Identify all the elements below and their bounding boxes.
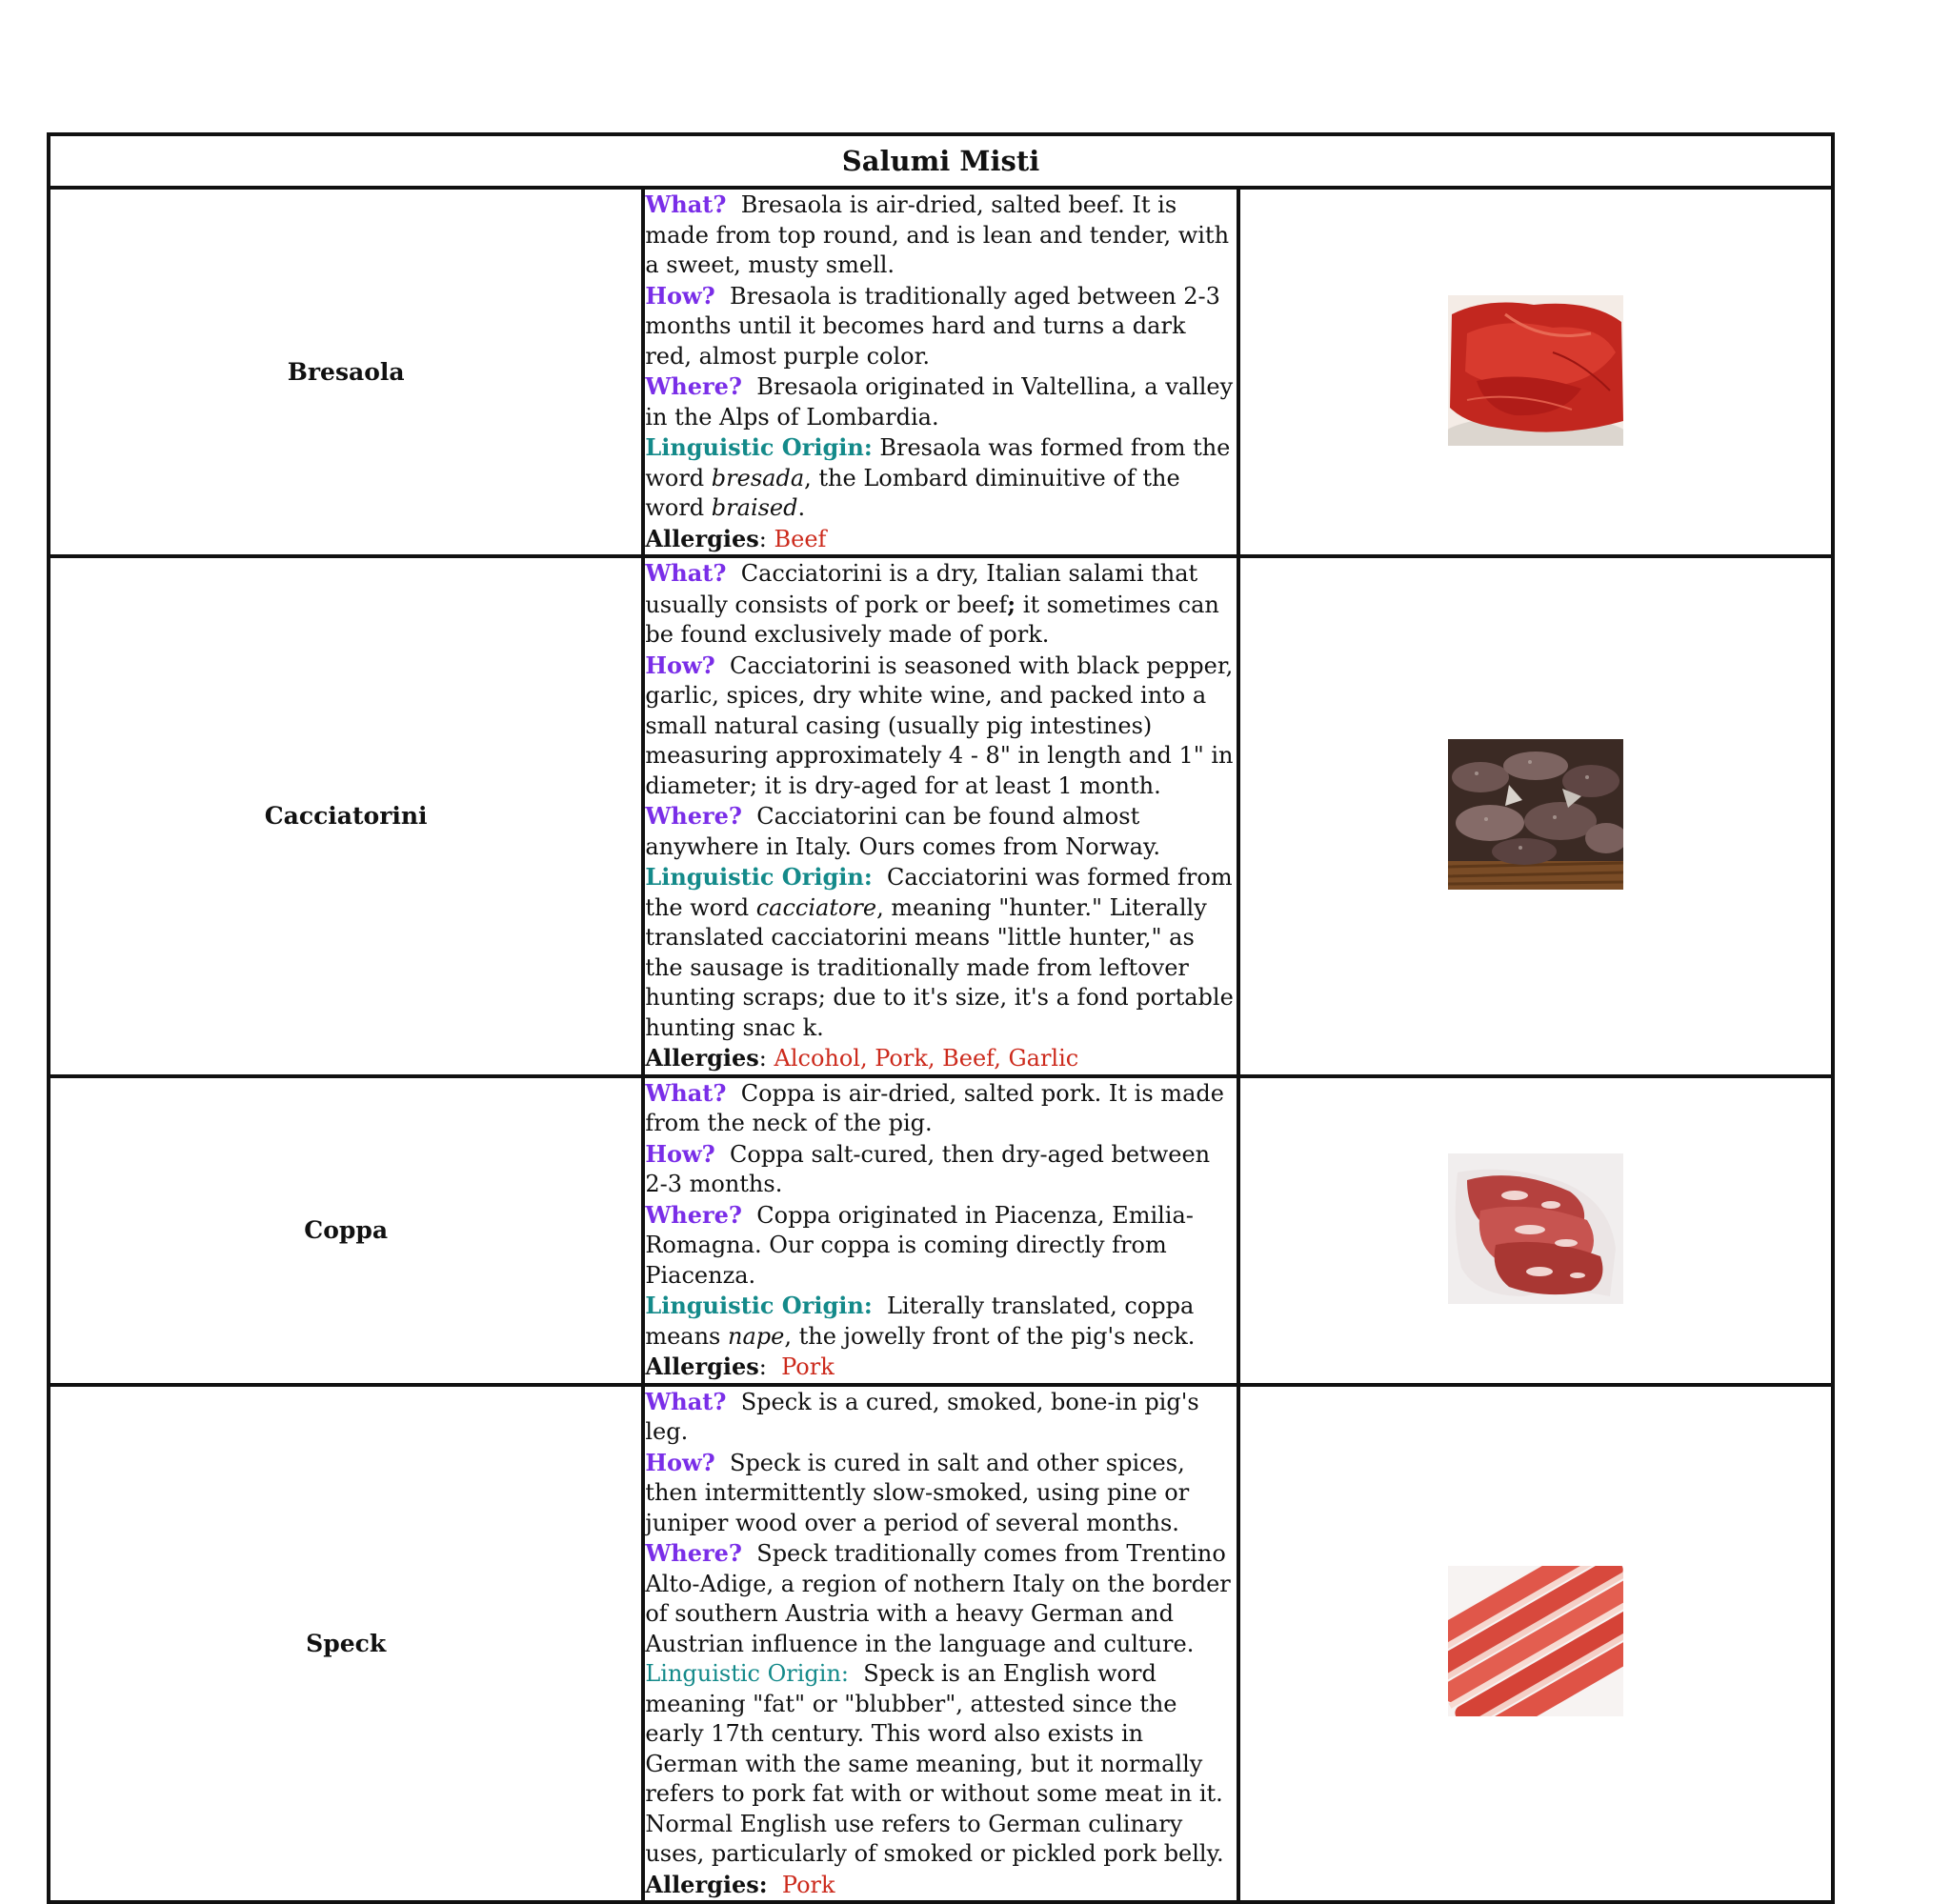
- where-text: Cacciatorini can be found almost anywhere in Italy. Ours comes from Norway.: [645, 803, 1160, 860]
- item-description-coppa: [643, 1076, 1237, 1385]
- bresaola-photo: [1448, 295, 1623, 446]
- what-line: [645, 1078, 1236, 1139]
- allergies-label: Allergies: [645, 1353, 759, 1380]
- linguistic-label: Linguistic Origin:: [645, 1292, 873, 1319]
- what-text: it sometimes can be found exclusively made of pork.: [645, 591, 1219, 648]
- linguistic-label: Linguistic Origin:: [645, 1660, 850, 1687]
- allergies-line: Allergies: Alcohol, Pork, Beef, Garlic: [645, 1044, 1079, 1072]
- speck-photo: [1448, 1566, 1623, 1716]
- linguistic-emphasis: nape: [728, 1322, 785, 1350]
- how-text: Cacciatorini is seasoned with black pepper, garlic, spices, dry white wine, and packed into a small natural casing (usually pig intestines) measuring approximately 4 - 8" in length and 1" in diameter; it is dry-aged for at least 1 month.: [645, 651, 1234, 799]
- how-line: [645, 651, 1236, 802]
- where-label: Where?: [645, 372, 742, 400]
- table-title: Salumi Misti: [49, 134, 1833, 188]
- allergens: Beef: [774, 525, 827, 552]
- linguistic-line: [645, 1291, 1236, 1352]
- what-text: Cacciatorini is a dry, Italian salami that usually consists of pork or beef: [645, 560, 1198, 618]
- how-line: [645, 281, 1236, 372]
- table-row: [49, 1076, 1833, 1385]
- where-label: Where?: [645, 802, 742, 830]
- linguistic-emphasis: cacciatore: [755, 893, 877, 921]
- linguistic-text: Literally translated, coppa means: [645, 1293, 1195, 1350]
- where-label: Where?: [645, 1539, 742, 1567]
- what-label: What?: [645, 1387, 727, 1415]
- allergens: Pork: [781, 1353, 835, 1380]
- how-line: [645, 1448, 1236, 1539]
- allergies-label: Allergies: [645, 524, 759, 552]
- how-label: How?: [645, 281, 715, 310]
- what-label: What?: [645, 190, 727, 218]
- linguistic-text: , meaning "hunter." Literally translated cacciatorini means "little hunter," as the sausage is traditionally made from leftover hunting scraps; due to it's size, it's a fond portable hunting snac k.: [645, 893, 1234, 1041]
- item-name-speck: Speck: [49, 1385, 643, 1903]
- coppa-photo: [1448, 1153, 1623, 1304]
- item-image-cell: [1238, 1076, 1833, 1385]
- cacciatorini-photo: [1448, 739, 1623, 890]
- item-description-bresaola: [643, 188, 1237, 556]
- how-text: Coppa salt-cured, then dry-aged between 2-3 months.: [645, 1140, 1211, 1197]
- where-line: [645, 1538, 1236, 1659]
- how-label: How?: [645, 651, 715, 679]
- table-row: [49, 556, 1833, 1076]
- what-text: Coppa is air-dried, salted pork. It is made from the neck of the pig.: [645, 1079, 1224, 1136]
- table-row: [49, 188, 1833, 556]
- item-description-speck: [643, 1385, 1237, 1903]
- linguistic-label: Linguistic Origin:: [645, 433, 873, 461]
- linguistic-line: [645, 862, 1236, 1043]
- linguistic-text: Cacciatorini was formed from the word: [645, 864, 1233, 921]
- allergies-line: Allergies: Pork: [645, 1870, 835, 1898]
- where-text: Speck traditionally comes from Trentino Alto-Adige, a region of nothern Italy on the border of southern Austria with a heavy German and Austrian influence in the language and culture.: [645, 1540, 1231, 1657]
- allergies-line: Allergies: Pork: [645, 1353, 835, 1380]
- where-text: Bresaola originated in Valtellina, a valley in the Alps of Lombardia.: [645, 373, 1234, 431]
- item-image-cell: [1238, 188, 1833, 556]
- linguistic-text: , the Lombard diminuitive of the word: [645, 464, 1180, 521]
- item-name-coppa: Coppa: [49, 1076, 643, 1385]
- what-text: Bresaola is air-dried, salted beef. It is made from top round, and is lean and tender, with a sweet, musty smell.: [645, 191, 1230, 278]
- linguistic-emphasis: bresada: [711, 464, 805, 491]
- how-label: How?: [645, 1448, 715, 1476]
- what-line: [645, 1387, 1236, 1448]
- salumi-table: [47, 132, 1835, 1904]
- table-row: [49, 1385, 1833, 1903]
- linguistic-line: [645, 432, 1236, 524]
- allergies-line: Allergies: Beef: [645, 524, 827, 552]
- what-line: [645, 558, 1236, 651]
- what-label: What?: [645, 1078, 727, 1107]
- what-semicolon: ;: [1007, 590, 1016, 618]
- item-image-cell: [1238, 1385, 1833, 1903]
- linguistic-text: Bresaola was formed from the word: [645, 434, 1231, 491]
- linguistic-text: .: [797, 494, 806, 521]
- item-description-cacciatorini: [643, 556, 1237, 1076]
- title-row: [49, 134, 1833, 188]
- where-line: [645, 1200, 1236, 1292]
- linguistic-label: Linguistic Origin:: [645, 863, 873, 891]
- what-line: [645, 190, 1236, 281]
- linguistic-emphasis: braised: [711, 494, 798, 521]
- allergens: Pork: [781, 1871, 835, 1898]
- how-text: Speck is cured in salt and other spices, then intermittently slow-smoked, using pine or juniper wood over a period of several months.: [645, 1449, 1190, 1536]
- what-text: Speck is a cured, smoked, bone-in pig's leg.: [645, 1388, 1199, 1445]
- where-text: Coppa originated in Piacenza, Emilia-Romagna. Our coppa is coming directly from Piacenza.: [645, 1201, 1194, 1289]
- item-name-cacciatorini: Cacciatorini: [49, 556, 643, 1076]
- where-label: Where?: [645, 1200, 742, 1229]
- how-label: How?: [645, 1139, 715, 1168]
- where-line: [645, 801, 1236, 862]
- linguistic-line: [645, 1659, 1236, 1870]
- item-name-bresaola: Bresaola: [49, 188, 643, 556]
- where-line: [645, 371, 1236, 432]
- allergies-label: Allergies: [645, 1044, 759, 1072]
- how-text: Bresaola is traditionally aged between 2-3 months until it becomes hard and turns a dark red, almost purple color.: [645, 282, 1220, 370]
- how-line: [645, 1139, 1236, 1200]
- allergies-label: Allergies: [645, 1870, 759, 1898]
- allergens: Alcohol, Pork, Beef, Garlic: [774, 1045, 1079, 1072]
- item-image-cell: [1238, 556, 1833, 1076]
- linguistic-text: , the jowelly front of the pig's neck.: [784, 1322, 1196, 1350]
- linguistic-text: Speck is an English word meaning "fat" or "blubber", attested since the early 17th century. This word also exists in German with the same meaning, but it normally refers to pork fat with or without some meat in it. Normal English use refers to German culinary uses, particularly of smoked or pickled pork belly.: [645, 1660, 1224, 1867]
- what-label: What?: [645, 559, 727, 587]
